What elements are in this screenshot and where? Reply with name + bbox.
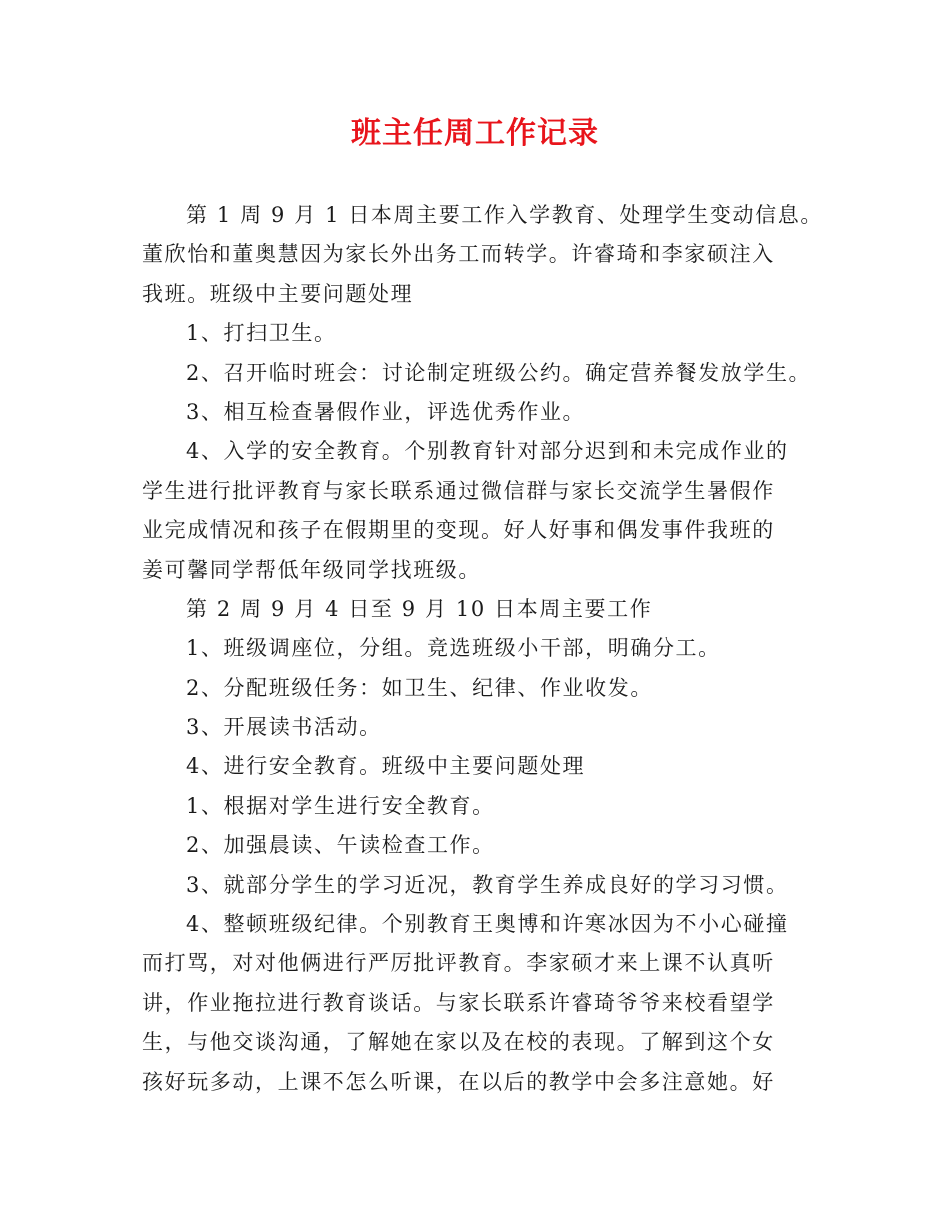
text-line: 我班。班级中主要问题处理 bbox=[142, 281, 414, 306]
text-line: 2、分配班级任务：如卫生、纪律、作业收发。 bbox=[186, 675, 653, 700]
text-line: 孩好玩多动，上课不怎么听课，在以后的教学中会多注意她。好 bbox=[142, 1069, 775, 1094]
text-line: 董欣怡和董奥慧因为家长外出务工而转学。许睿琦和李家硕注入 bbox=[142, 242, 775, 267]
text-line: 4、进行安全教育。班级中主要问题处理 bbox=[186, 754, 586, 779]
text-line: 第 1 周 9 月 1 日本周主要工作入学教育、处理学生变动信息。 bbox=[186, 203, 823, 227]
text-line: 1、班级调座位，分组。竞选班级小干部，明确分工。 bbox=[186, 636, 721, 661]
text-line: 而打骂，对对他俩进行严厉批评教育。李家硕才来上课不认真听 bbox=[142, 951, 775, 976]
text-line: 2、召开临时班会：讨论制定班级公约。确定营养餐发放学生。 bbox=[186, 360, 812, 385]
text-line: 1、根据对学生进行安全教育。 bbox=[186, 793, 495, 818]
text-line: 2、加强晨读、午读检查工作。 bbox=[186, 833, 495, 858]
text-line: 生，与他交谈沟通，了解她在家以及在校的表现。了解到这个女 bbox=[142, 1030, 775, 1055]
document-title: 班主任周工作记录 bbox=[351, 116, 599, 151]
text-line: 4、入学的安全教育。个别教育针对部分迟到和未完成作业的 bbox=[186, 439, 789, 464]
text-line: 1、打扫卫生。 bbox=[186, 321, 337, 346]
text-line: 第 2 周 9 月 4 日至 9 月 10 日本周主要工作 bbox=[186, 596, 653, 621]
text-line: 学生进行批评教育与家长联系通过微信群与家长交流学生暑假作 bbox=[142, 478, 775, 503]
text-line: 讲，作业拖拉进行教育谈话。与家长联系许睿琦爷爷来校看望学 bbox=[142, 990, 775, 1015]
text-line: 姜可馨同学帮低年级同学找班级。 bbox=[142, 557, 481, 582]
text-line: 业完成情况和孩子在假期里的变现。好人好事和偶发事件我班的 bbox=[142, 518, 775, 543]
text-line: 3、开展读书活动。 bbox=[186, 715, 382, 740]
document-body bbox=[142, 196, 832, 1102]
text-line: 3、相互检查暑假作业，评选优秀作业。 bbox=[186, 399, 586, 424]
text-line: 3、就部分学生的学习近况，教育学生养成良好的学习习惯。 bbox=[186, 872, 789, 897]
text-line: 4、整顿班级纪律。个别教育王奥博和许寒冰因为不小心碰撞 bbox=[186, 912, 789, 937]
